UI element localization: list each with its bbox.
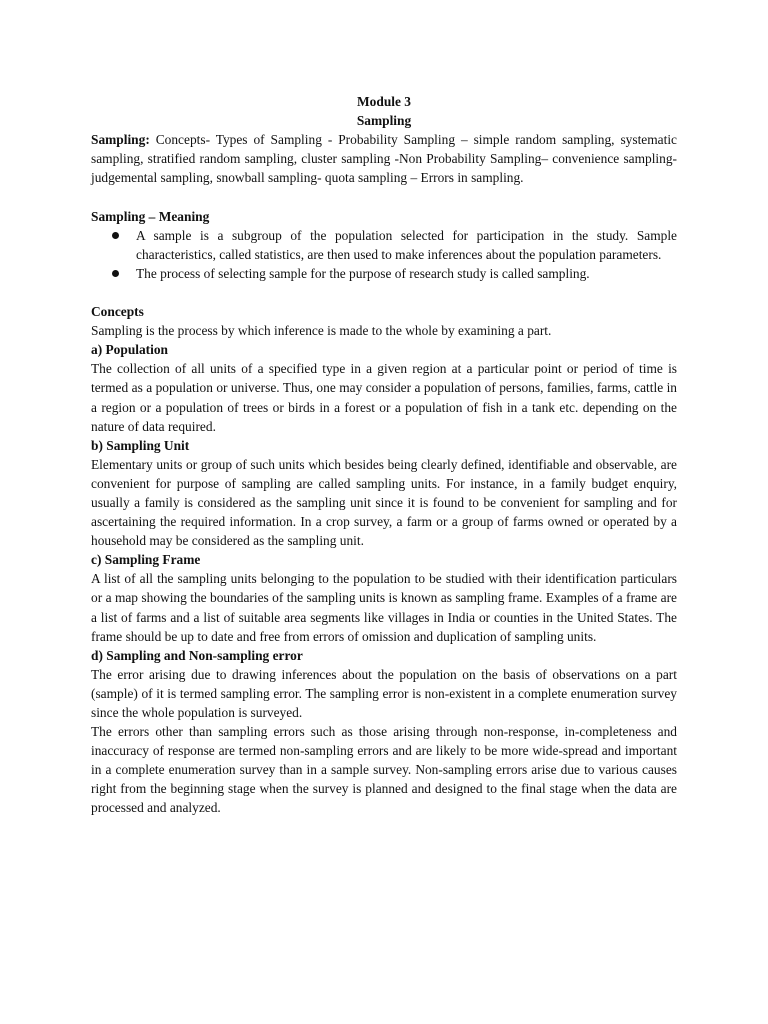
list-item [136,226,677,264]
bullet-text: The process of selecting sample for the purpose of research study is called sampling. [136,265,590,281]
sampling-error-text-1: The error arising due to drawing inferences about the population on the basis of observations on a part (sample) of it is termed sampling error. The sampling error is non-existent in a complete enumeration survey since the whole population is surveyed. [91,666,677,720]
population-text: The collection of all units of a specified type in a given region at a particular point or period of time is termed as a population or universe. Thus, one may consider a population of persons, families, farms, cattle in a region or a population of trees or birds in a forest or a population of fish in a tank etc. depending on the nature of data required. [91,361,677,434]
sampling-unit-heading: b) Sampling Unit [91,437,190,453]
bullet-dot-icon [112,270,119,277]
sampling-error-heading: d) Sampling and Non-sampling error [91,647,303,663]
concepts-intro: Sampling is the process by which inference is made to the whole by examining a part. [91,323,552,339]
document-page [91,92,677,818]
bullet-text: A sample is a subgroup of the population selected for participation in the study. Sample characteristics, called statistics, are then used to make inferences about the population parameters. [136,227,677,262]
intro-text: Concepts- Types of Sampling - Probability Sampling – simple random sampling, systematic sampling, stratified random sampling, cluster sampling -Non Probability Sampling– convenience sampling- judgemental sampling, snowball sampling- quota sampling – Errors in sampling. [91,132,677,186]
concepts-heading: Concepts [91,304,144,320]
sampling-unit-text: Elementary units or group of such units which besides being clearly defined, identifiable and observable, are convenient for purpose of sampling are called sampling units. For instance, in a family budget enquiry, usually a family is considered as the sampling unit since it is found to be convenient for sampling and for ascertaining the required information. In a crop survey, a farm or a group of farms owned or operated by a household may be considered as the sampling unit. [91,456,677,549]
bullet-dot-icon [112,232,119,239]
module-subtitle: Sampling [356,113,412,129]
spacer [91,187,677,206]
module-title: Module 3 [357,94,411,109]
spacer [91,283,677,302]
population-heading: a) Population [91,342,169,358]
sampling-frame-text: A list of all the sampling units belonging to the population to be studied with their identification particulars or a map showing the boundaries of the sampling units is known as sampling frame. Examples of a frame are a list of farms and a list of suitable area segments like villages in India or counties in the United States. The frame should be up to date and free from errors of omission and duplication of sampling units. [91,571,677,644]
meaning-heading: Sampling – Meaning [91,208,210,224]
intro-paragraph [91,130,677,187]
sampling-frame-heading: c) Sampling Frame [91,552,201,568]
sampling-error-text-2: The errors other than sampling errors such as those arising through non-response, in-completeness and inaccuracy of response are termed non-sampling errors and are likely to be more wide-spread and important in a complete enumeration survey than in a sample survey. Non-sampling errors arise due to various causes right from the beginning stage when the survey is planned and designed to the final stage when the data are processed and analyzed. [91,724,677,816]
list-item [136,264,677,283]
intro-label: Sampling: [91,132,150,148]
meaning-bullet-list [91,226,677,283]
